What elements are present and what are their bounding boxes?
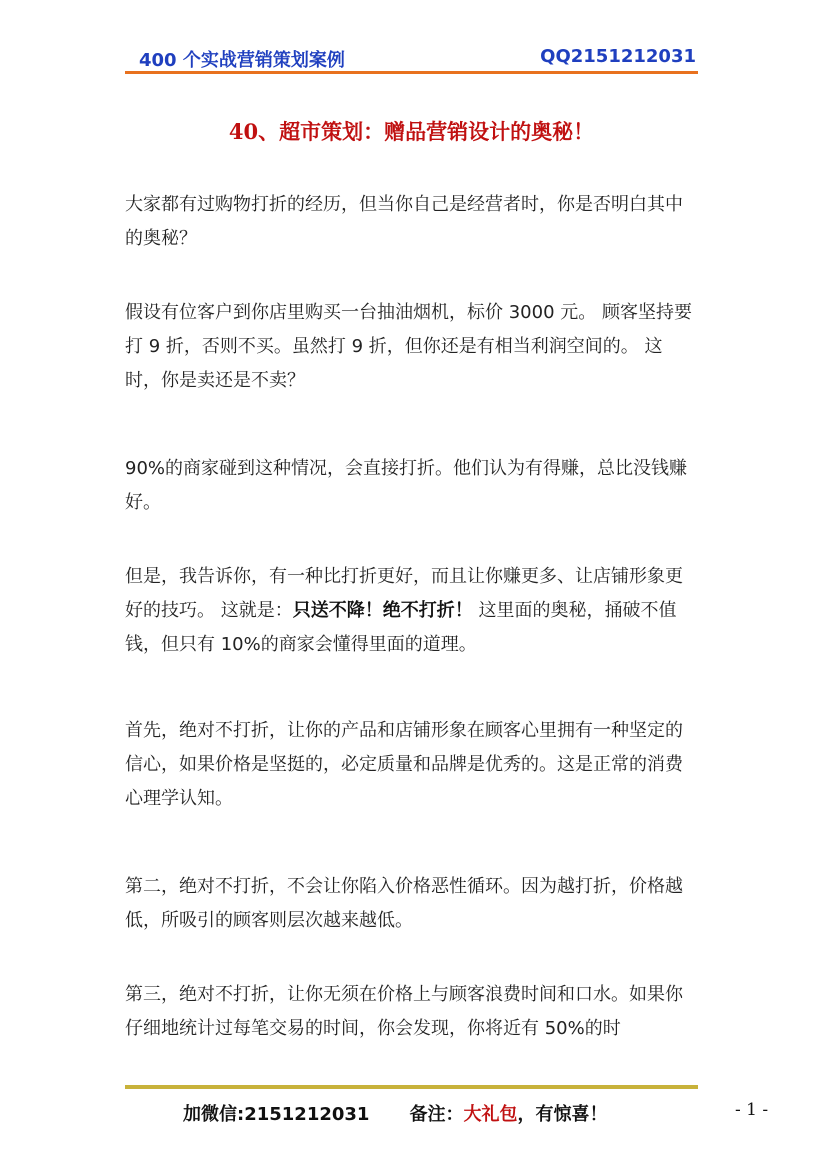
paragraph-5: 首先，绝对不打折，让你的产品和店铺形象在顾客心里拥有一种坚定的信心，如果价格是坚挺的，必定质量和品牌是优秀的。这是正常的消费心理学认知。 [125, 720, 683, 809]
paragraph-1: 大家都有过购物打折的经历，但当你自己是经营者时，你是否明白其中的奥秘？ [125, 194, 683, 249]
paragraph-3: 90%的商家碰到这种情况，会直接打折。他们认为有得赚，总比没钱赚好。 [125, 458, 688, 513]
paragraph-4 [125, 560, 697, 662]
footer-divider [125, 1085, 698, 1089]
paragraph-2: 假设有位客户到你店里购买一台抽油烟机，标价 3000 元。 顾客坚持要打 9 折，否则不买。虽然打 9 折，但你还是有相当利润空间的。 这时，你是卖还是不卖？ [125, 302, 692, 391]
footer-wechat: 加微信:2151212031 [183, 1104, 370, 1125]
paragraph-4-text-c: 这里面的奥秘，捅破不值钱，但只有 10%的商家会懂得里面的道理。 [125, 600, 677, 655]
paragraph-4-emphasis: 只送不降！绝不打折！ [292, 600, 473, 621]
footer-note-suffix: ，有惊喜！ [517, 1104, 608, 1125]
page-header [125, 44, 698, 72]
header-qq: QQ2151212031 [540, 46, 696, 67]
footer-contact [183, 1100, 607, 1126]
footer-note-gift: 大礼包 [463, 1104, 518, 1125]
header-divider [125, 71, 698, 74]
footer-note-label: 备注： [409, 1104, 464, 1125]
paragraph-7: 第三，绝对不打折，让你无须在价格上与顾客浪费时间和口水。如果你仔细地统计过每笔交易的时间，你会发现，你将近有 50%的时 [125, 984, 683, 1039]
page-number: - 1 - [735, 1100, 769, 1120]
header-title: 400 个实战营销策划案例 [139, 50, 345, 71]
paragraph-6: 第二，绝对不打折，不会让你陷入价格恶性循环。因为越打折，价格越低，所吸引的顾客则层次越来越低。 [125, 876, 683, 931]
article-title: 40、超市策划：赠品营销设计的奥秘！ [228, 119, 595, 144]
paragraph-4-text-a: 但是，我告诉你，有一种比打折更好，而且让你赚更多、让店铺形象更好的技巧。 这就是： [125, 566, 683, 621]
article-body [125, 188, 697, 1046]
